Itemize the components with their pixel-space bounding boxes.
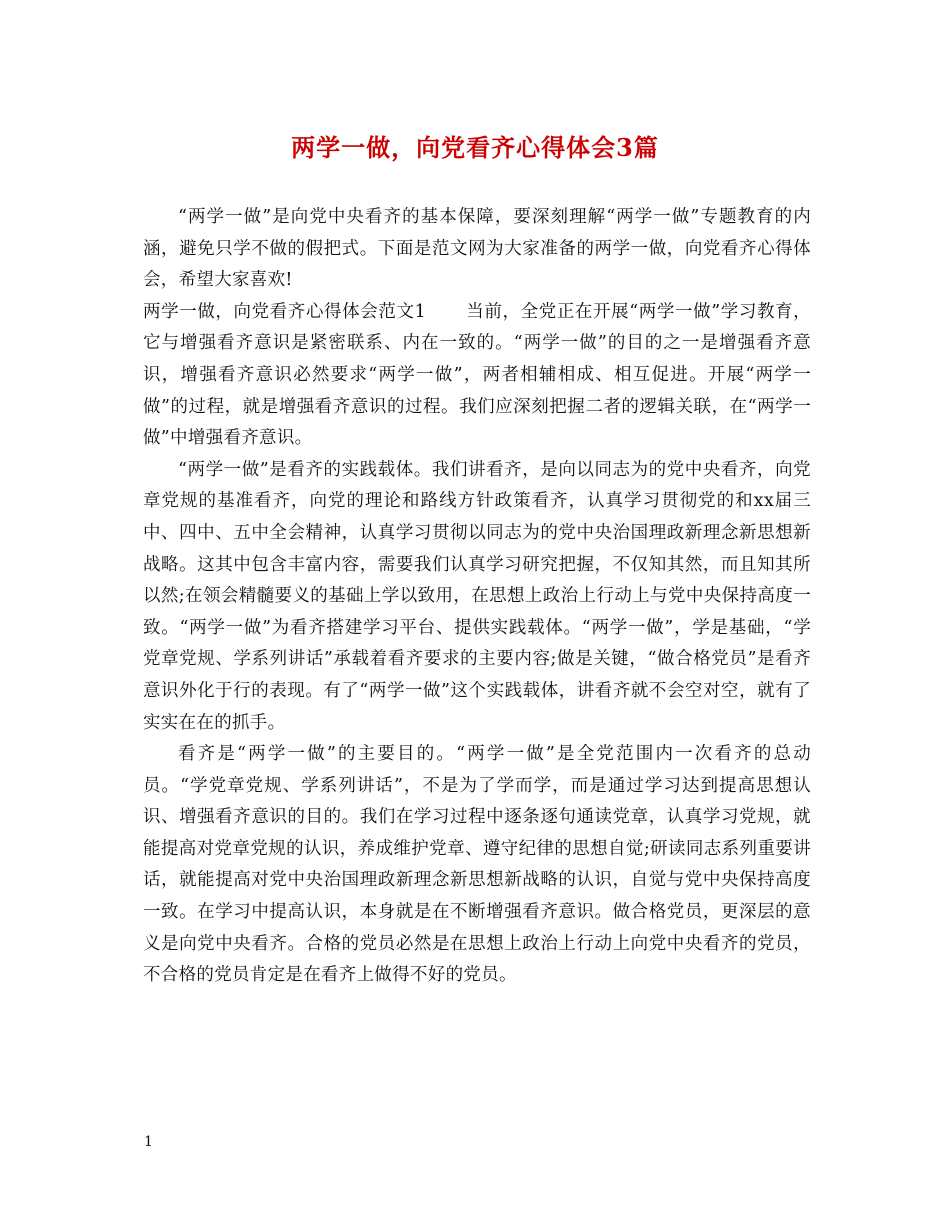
document-body xyxy=(143,202,811,992)
body-paragraph-2: “两学一做”是看齐的实践载体。我们讲看齐，是向以同志为的党中央看齐，向党章党规的基准看齐，向党的理论和路线方针政策看齐，认真学习贯彻党的和xx届三中、四中、五中全会精神，认真学习贯彻以同志为的党中央治国理政新理念新思想新战略。这其中包含丰富内容，需要我们认真学习研究把握，不仅知其然，而且知其所以然;在领会精髓要义的基础上学以致用，在思想上政治上行动上与党中央保持高度一致。“两学一做”为看齐搭建学习平台、提供实践载体。“两学一做”，学是基础，“学党章党规、学系列讲话”承载着看齐要求的主要内容;做是关键，“做合格党员”是看齐意识外化于行的表现。有了“两学一做”这个实践载体，讲看齐就不会空对空，就有了实实在在的抓手。 xyxy=(143,459,811,733)
document-title: 两学一做，向党看齐心得体会3篇 xyxy=(291,133,659,162)
page-number: 1 xyxy=(144,1134,153,1150)
section-text-1: 当前，全党正在开展“两学一做”学习教育，它与增强看齐意识是紧密联系、内在一致的。“两学一做”的目的之一是增强看齐意识，增强看齐意识必然要求“两学一做”，两者相辅相成、相互促进。开展“两学一做”的过程，就是增强看齐意识的过程。我们应深刻把握二者的逻辑关联，在“两学一做”中增强看齐意识。 xyxy=(143,301,811,449)
section-paragraph-1 xyxy=(143,297,811,455)
section-heading: 两学一做，向党看齐心得体会范文1 xyxy=(143,301,426,322)
intro-paragraph: “两学一做”是向党中央看齐的基本保障，要深刻理解“两学一做”专题教育的内涵，避免只学不做的假把式。下面是范文网为大家准备的两学一做，向党看齐心得体会，希望大家喜欢! xyxy=(143,207,811,291)
body-paragraph-3: 看齐是“两学一做”的主要目的。“两学一做”是全党范围内一次看齐的总动员。“学党章党规、学系列讲话”，不是为了学而学，而是通过学习达到提高思想认识、增强看齐意识的目的。我们在学习过程中逐条逐句通读党章，认真学习党规，就能提高对党章党规的认识，养成维护党章、遵守纪律的思想自觉;研读同志系列重要讲话，就能提高对党中央治国理政新理念新思想新战略的认识，自觉与党中央保持高度一致。在学习中提高认识，本身就是在不断增强看齐意识。做合格党员，更深层的意义是向党中央看齐。合格的党员必然是在思想上政治上行动上向党中央看齐的党员，不合格的党员肯定是在看齐上做得不好的党员。 xyxy=(143,744,811,986)
